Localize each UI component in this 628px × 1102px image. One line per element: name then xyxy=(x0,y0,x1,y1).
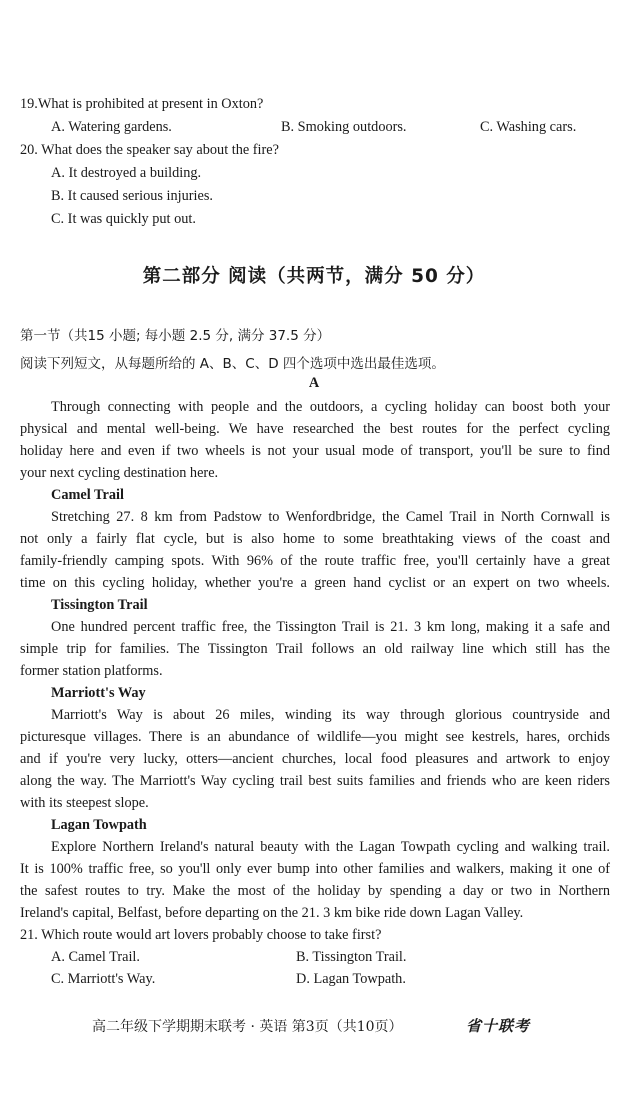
trail-line: former station platforms. xyxy=(20,663,163,679)
intro-line: Through connecting with people and the outdoors, a cycling holiday can boost both your xyxy=(51,399,610,415)
trail-heading-camel: Camel Trail xyxy=(51,487,124,503)
question-19-stem: 19.What is prohibited at present in Oxton? xyxy=(20,96,264,112)
question-21-option-c: C. Marriott's Way. xyxy=(51,971,156,987)
trail-line: family-friendly camping spots. With 96% of the route traffic free, you'll certainly have a great xyxy=(20,553,610,569)
trail-line: One hundred percent traffic free, the Tissington Trail is 21. 3 km long, making it a safe and xyxy=(51,619,610,635)
trail-line: Marriott's Way is about 26 miles, winding its way through glorious countryside and xyxy=(51,707,610,723)
question-19-option-a: A. Watering gardens. xyxy=(51,119,172,135)
trail-line: along the way. The Marriott's Way cycling trail best suits families and friends who are keen riders xyxy=(20,773,610,789)
trail-line: not only a fairly flat cycle, but is also home to some breathtaking views of the coast and xyxy=(20,531,610,547)
question-19-option-c: C. Washing cars. xyxy=(480,119,577,135)
trail-line: simple trip for families. The Tissington Trail follows an old railway line which still has the xyxy=(20,641,610,657)
trail-line: and if you're very lucky, otters—ancient churches, local food pleasures and artwork to enjoy xyxy=(20,751,610,767)
exam-stamp: 省十联考 xyxy=(466,1017,531,1035)
question-21-option-b: B. Tissington Trail. xyxy=(296,949,407,965)
trail-heading-tissington: Tissington Trail xyxy=(51,597,148,613)
trail-line: with its steepest slope. xyxy=(20,795,149,811)
trail-line: picturesque villages. There is an abundance of wildlife—you might see kestrels, hares, orchids xyxy=(20,729,610,745)
trail-line: the safest routes to try. Make the most of the holiday by spending a day or two in Northern xyxy=(20,883,610,899)
trail-line: It is 100% traffic free, so you'll only ever bump into other families and walkers, making it one of xyxy=(20,861,610,877)
question-20-option-a: A. It destroyed a building. xyxy=(51,165,202,181)
trail-heading-lagan: Lagan Towpath xyxy=(51,817,147,833)
question-20-option-b: B. It caused serious injuries. xyxy=(51,188,213,204)
intro-line: holiday here and even if two wheels is not your usual mode of transport, you'll be sure to find xyxy=(20,443,610,459)
intro-line: physical and mental well-being. We have researched the best routes for the perfect cycling xyxy=(20,421,610,437)
section-heading: 第一节（共15 小题; 每小题 2.5 分, 满分 37.5 分） xyxy=(20,328,331,344)
question-21-option-d: D. Lagan Towpath. xyxy=(296,971,406,987)
question-21-option-a: A. Camel Trail. xyxy=(51,949,140,965)
trail-line: time on this cycling holiday, whether you're a green hand cyclist or an expert on two wheels. xyxy=(20,575,610,591)
question-20-option-c: C. It was quickly put out. xyxy=(51,211,196,227)
question-21-stem: 21. Which route would art lovers probably choose to take first? xyxy=(20,927,382,943)
trail-line: Stretching 27. 8 km from Padstow to Wenfordbridge, the Camel Trail in North Cornwall is xyxy=(51,509,610,525)
question-19-option-b: B. Smoking outdoors. xyxy=(281,119,407,135)
part-heading: 第二部分 阅读（共两节，满分 50 分） xyxy=(142,266,486,287)
page-footer: 高二年级下学期期末联考 · 英语 第3页（共10页） xyxy=(92,1019,403,1035)
passage-label: A xyxy=(308,375,320,391)
trail-heading-marriotts: Marriott's Way xyxy=(51,685,146,701)
trail-line: Ireland's capital, Belfast, before departing on the 21. 3 km bike ride down Lagan Valley. xyxy=(20,905,524,921)
question-20-stem: 20. What does the speaker say about the fire? xyxy=(20,142,279,158)
trail-line: Explore Northern Ireland's natural beauty with the Lagan Towpath cycling and walking trail. xyxy=(51,839,610,855)
intro-line: your next cycling destination here. xyxy=(20,465,219,481)
instructions: 阅读下列短文，从每题所给的 A、B、C、D 四个选项中选出最佳选项。 xyxy=(20,356,445,372)
